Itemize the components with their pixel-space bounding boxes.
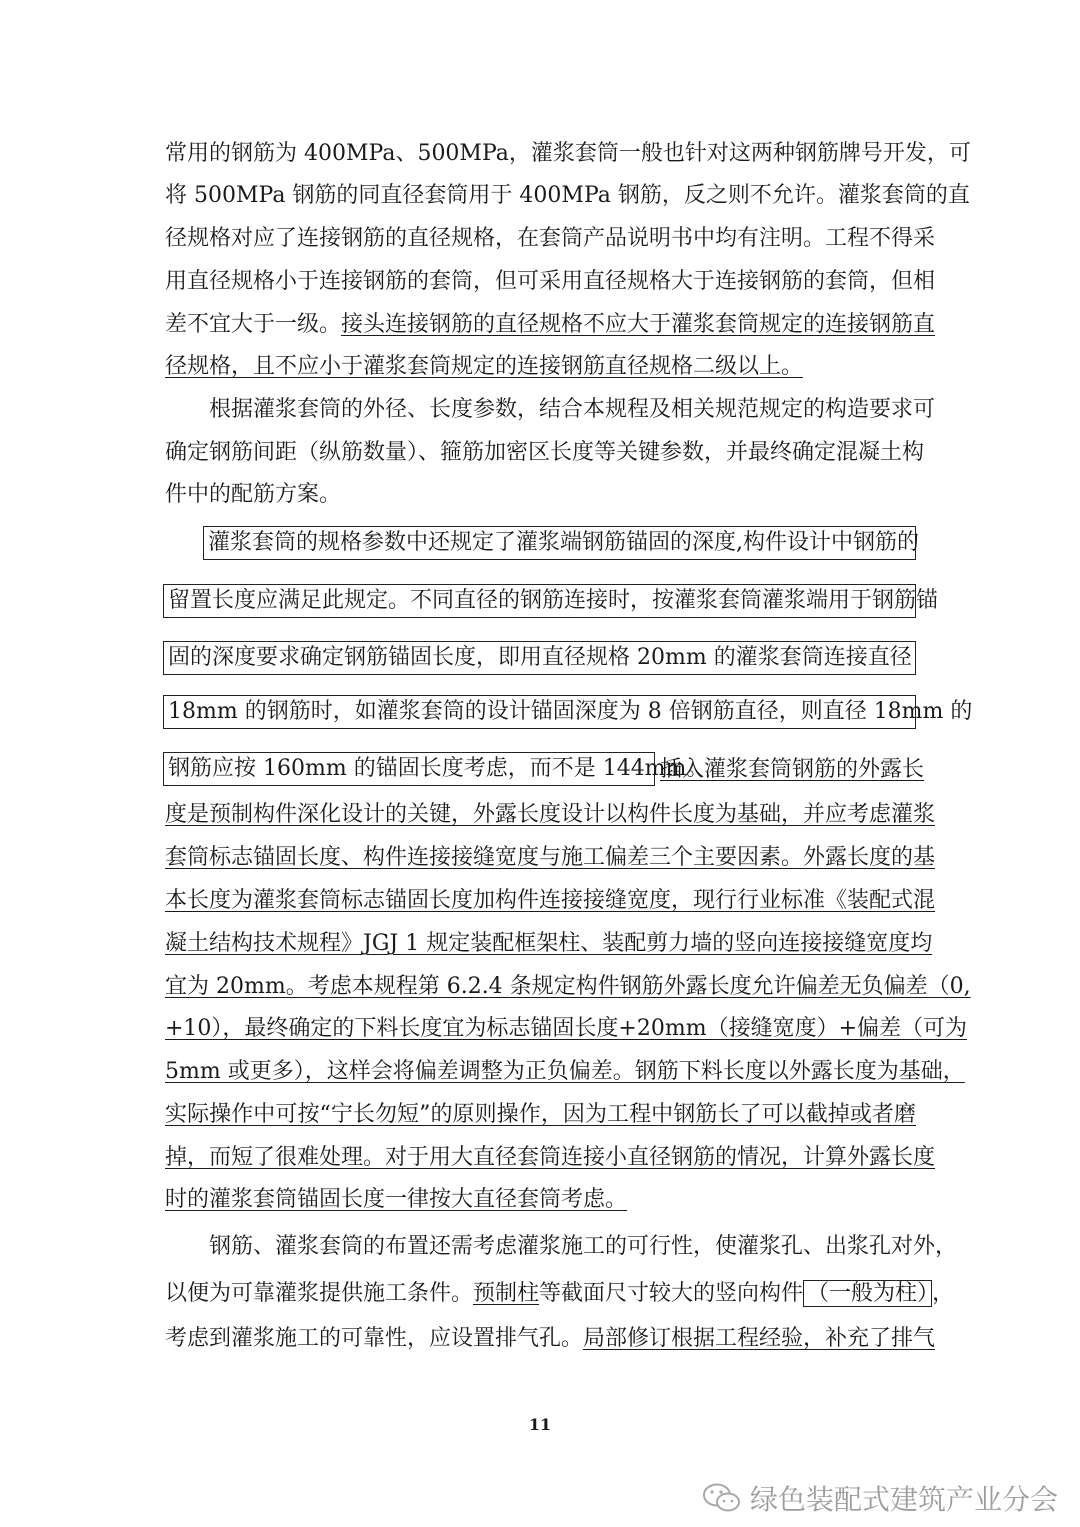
underlined-revision: 局部修订根据工程经验，补充了排气 [583,1326,936,1351]
underlined-revision: 度是预制构件深化设计的关键，外露长度设计以构件长度为基础，并应考虑灌浆 [165,802,936,827]
text-line [165,929,933,959]
text-line [165,1185,916,1215]
text-line [165,1324,936,1354]
underlined-revision: +10），最终确定的下料长度宜为标志锚固长度+20mm（接缝宽度）+偏差（可为 [165,1016,968,1041]
boxed-revision-inline: （一般为柱） [803,1280,932,1307]
text-line [165,352,916,382]
text-line [165,800,936,830]
boxed-revision-line: 18mm 的钢筋时，如灌浆套筒的设计锚固深度为 8 倍钢筋直径，则直径 18mm 的 [163,695,916,729]
text-line [165,972,971,1002]
boxed-revision-line: 钢筋应按 160mm 的锚固长度考虑，而不是 144mm。 [163,752,655,786]
text-line [165,886,936,916]
page-number: 11 [528,1415,552,1434]
underlined-revision: 插入灌浆套筒钢筋的外露长 [660,757,925,782]
boxed-revision-line: 固的深度要求确定钢筋锚固长度，即用直径规格 20mm 的灌浆套筒连接直径 [163,641,916,675]
wechat-icon [702,1481,742,1515]
underlined-revision: 掉，而短了很难处理。对于用大直径套筒连接小直径钢筋的情况，计算外露长度 [165,1145,936,1170]
text-line [660,755,925,785]
watermark [702,1480,1058,1516]
underlined-revision: 本长度为灌浆套筒标志锚固长度加构件连接接缝宽度，现行行业标准《装配式混 [165,888,936,913]
text-line: 根据灌浆套筒的外径、长度参数，结合本规程及相关规范规定的构造要求可 [209,397,936,422]
underlined-revision: 时的灌浆套筒锚固长度一律按大直径套筒考虑。 [165,1187,628,1212]
text-line: 径规格对应了连接钢筋的直径规格，在套筒产品说明书中均有注明。工程不得采 [165,226,936,251]
text-span: ， [932,1281,955,1306]
text-line: 确定钢筋间距（纵筋数量）、箍筋加密区长度等关键参数，并最终确定混凝土构 [165,440,925,465]
text-line: 将 500MPa 钢筋的同直径套筒用于 400MPa 钢筋，反之则不允许。灌浆套筒的直 [165,183,970,208]
text-span: 等截面尺寸较大的竖向构件 [539,1281,804,1306]
underlined-revision: 接头连接钢筋的直径规格不应大于灌浆套筒规定的连接钢筋直 [341,312,936,337]
text-line [165,1143,936,1173]
text-line [165,1277,955,1311]
text-line: 件中的配筋方案。 [165,482,342,507]
text-span: 以便为可靠灌浆提供施工条件。 [165,1281,474,1306]
text-line [165,1057,965,1087]
underlined-revision: 实际操作中可按“宁长勿短”的原则操作，因为工程中钢筋长了可以截掉或者磨 [165,1102,916,1127]
underlined-revision: 套筒标志锚固长度、构件连接接缝宽度与施工偏差三个主要因素。外露长度的基 [165,845,936,870]
underlined-revision: 5mm 或更多），这样会将偏差调整为正负偏差。钢筋下料长度以外露长度为基础， [165,1059,965,1084]
underlined-revision: 宜为 20mm。考虑本规程第 6.2.4 条规定构件钢筋外露长度允许偏差无负偏差（0, [165,974,971,999]
text-line [165,1014,968,1044]
text-line: 常用的钢筋为 400MPa、500MPa，灌浆套筒一般也针对这两种钢筋牌号开发，可 [165,141,971,166]
underlined-revision: 预制柱 [473,1281,540,1306]
text-line [165,1100,916,1130]
text-span: 差不宜大于一级。 [165,312,342,337]
boxed-revision-line: 灌浆套筒的规格参数中还规定了灌浆端钢筋锚固的深度,构件设计中钢筋的 [203,526,916,560]
watermark-text: 绿色装配式建筑产业分会 [750,1483,1059,1516]
underlined-revision: 凝土结构技术规程》JGJ 1 规定装配框架柱、装配剪力墙的竖向连接接缝宽度均 [165,931,933,956]
text-line: 钢筋、灌浆套筒的布置还需考虑灌浆施工的可行性，使灌浆孔、出浆孔对外， [209,1234,958,1259]
text-span: 考虑到灌浆施工的可靠性，应设置排气孔。 [165,1326,584,1351]
underlined-revision: 径规格，且不应小于灌浆套筒规定的连接钢筋直径规格二级以上。 [165,354,804,379]
text-line [165,310,936,340]
boxed-revision-line: 留置长度应满足此规定。不同直径的钢筋连接时，按灌浆套筒灌浆端用于钢筋锚 [163,584,916,618]
text-line: 用直径规格小于连接钢筋的套筒，但可采用直径规格大于连接钢筋的套筒，但相 [165,269,936,294]
text-line [165,843,936,873]
